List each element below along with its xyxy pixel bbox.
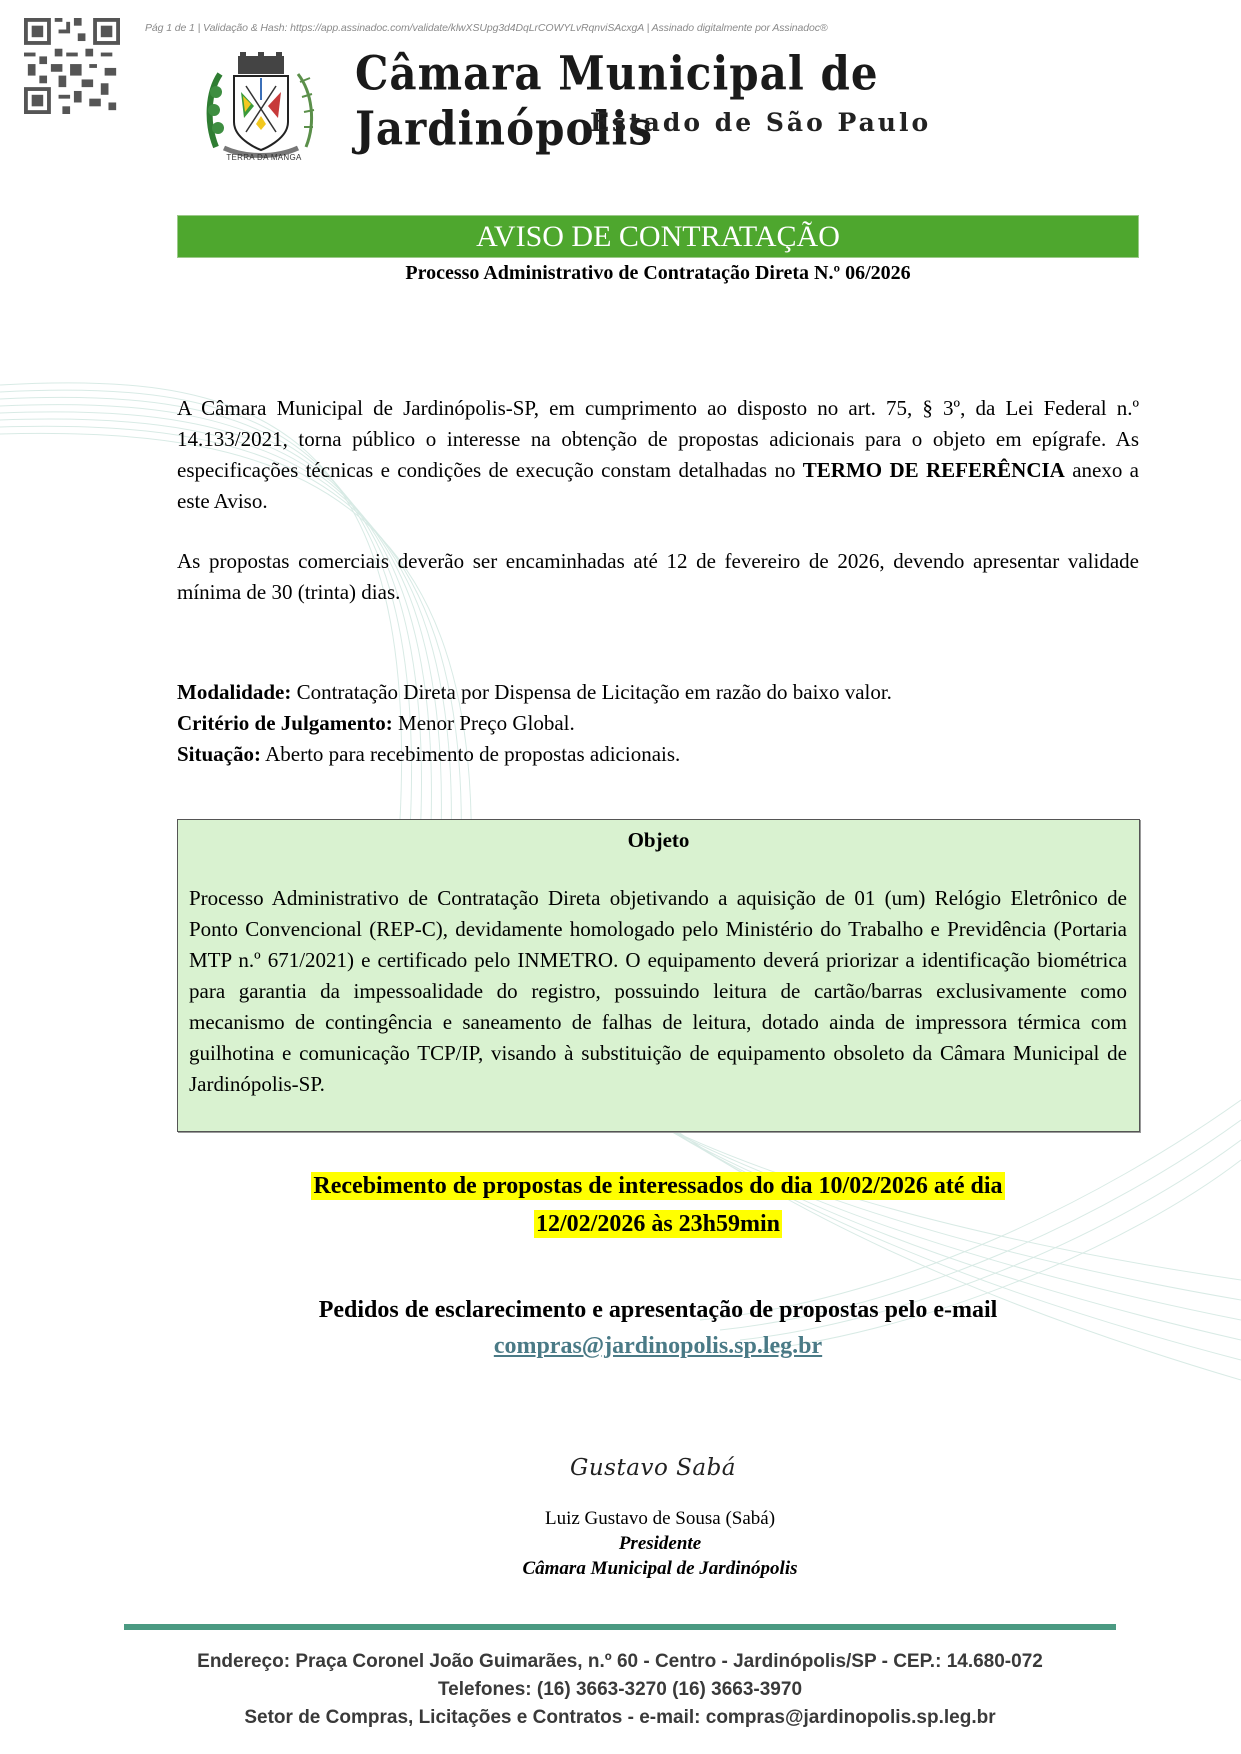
procurement-details xyxy=(177,677,1139,770)
qr-code-icon[interactable] xyxy=(24,18,120,114)
footer xyxy=(124,1648,1116,1732)
contact-text: Pedidos de esclarecimento e apresentação de propostas pelo e-mail xyxy=(318,1297,998,1323)
detail-situacao xyxy=(177,739,1139,770)
coat-of-arms-icon xyxy=(206,52,316,164)
intro-paragraph xyxy=(177,393,1139,517)
signer-role: Presidente xyxy=(618,1533,702,1554)
detail-label: Situação: xyxy=(177,742,261,766)
objeto-box xyxy=(177,819,1140,1132)
detail-value: Aberto para recebimento de propostas adicionais. xyxy=(261,742,681,766)
process-number: Processo Administrativo de Contratação Direta N.º 06/2026 xyxy=(405,262,911,284)
detail-modalidade xyxy=(177,677,1139,708)
signer-block xyxy=(400,1506,920,1581)
receipt-period-line-1: Recebimento de propostas de interessados do dia 10/02/2026 até dia xyxy=(313,1173,1003,1199)
letterhead-subtitle: Estado de São Paulo xyxy=(590,108,932,137)
deadline-paragraph: As propostas comerciais deverão ser encaminhadas até 12 de fevereiro de 2026, devendo apresentar validade mínima de 30 (trinta) dias. xyxy=(177,549,1139,604)
footer-sector-email: Setor de Compras, Licitações e Contratos - e-mail: compras@jardinopolis.sp.leg.br xyxy=(244,1707,996,1728)
objeto-text: Processo Administrativo de Contratação Direta objetivando a aquisição de 01 (um) Relógio Eletrônico de Ponto Convencional (REP-C), devidamente homologado pelo Ministério do Trabalho e Previdência (Portaria MTP n.º 671/2021) e certificado pelo INMETRO. O equipamento deverá priorizar a identificação biométrica para garantia da impessoalidade do registro, possuindo leitura de cartão/barras exclusivamente como mecanismo de contingência e saneamento de falhas de leitura, dotado ainda de impressora térmica com guilhotina e comunicação TCP/IP, visando à substituição de equipamento obsoleto da Câmara Municipal de Jardinópolis-SP. xyxy=(189,886,1127,1096)
contact-email-link[interactable]: compras@jardinopolis.sp.leg.br xyxy=(493,1333,823,1359)
signer-name: Luiz Gustavo de Sousa (Sabá) xyxy=(544,1508,776,1529)
receipt-period-line-2: 12/02/2026 às 23h59min xyxy=(535,1211,781,1237)
footer-address: Endereço: Praça Coronel João Guimarães, n.º 60 - Centro - Jardinópolis/SP - CEP.: 14.680-072 xyxy=(197,1651,1043,1672)
digital-signature-validation-text: Pág 1 de 1 | Validação & Hash: https://app.assinadoc.com/validate/klwXSUpg3d4DqLrCOWYLvRqnviSAcxgA | Assinado digitalmente por Assinadoc® xyxy=(145,22,828,34)
detail-label: Modalidade: xyxy=(177,680,292,704)
objeto-title: Objeto xyxy=(627,828,690,852)
detail-criterio xyxy=(177,708,1139,739)
signer-organization: Câmara Municipal de Jardinópolis xyxy=(522,1558,798,1579)
contact-instructions xyxy=(177,1292,1139,1364)
footer-phones: Telefones: (16) 3663-3270 (16) 3663-3970 xyxy=(437,1679,803,1700)
notice-title-banner: AVISO DE CONTRATAÇÃO xyxy=(177,215,1139,258)
detail-value: Contratação Direta por Dispensa de Licitação em razão do baixo valor. xyxy=(291,680,892,704)
intro-text: A Câmara Municipal de Jardinópolis-SP, em cumprimento ao disposto no art. 75, § 3º, da Lei Federal n.º 14.133/2021, torna público o interesse na obtenção de propostas adicionais para o objeto em epígrafe. As especificações técnicas e condições de execução constam detalhadas no xyxy=(177,396,1139,482)
crest-caption: TERRA DA MANGA xyxy=(226,153,302,162)
letterhead-title: Câmara Municipal de Jardinópolis xyxy=(355,46,879,156)
receipt-period-notice xyxy=(177,1167,1139,1243)
detail-label: Critério de Julgamento: xyxy=(177,711,393,735)
footer-divider xyxy=(124,1624,1116,1630)
termo-de-referencia: TERMO DE REFERÊNCIA xyxy=(802,458,1065,482)
intro-text-end: anexo a este Aviso. xyxy=(177,458,1139,513)
handwritten-signature: Gustavo Sabá xyxy=(570,1455,737,1481)
detail-value: Menor Preço Global. xyxy=(392,711,575,735)
